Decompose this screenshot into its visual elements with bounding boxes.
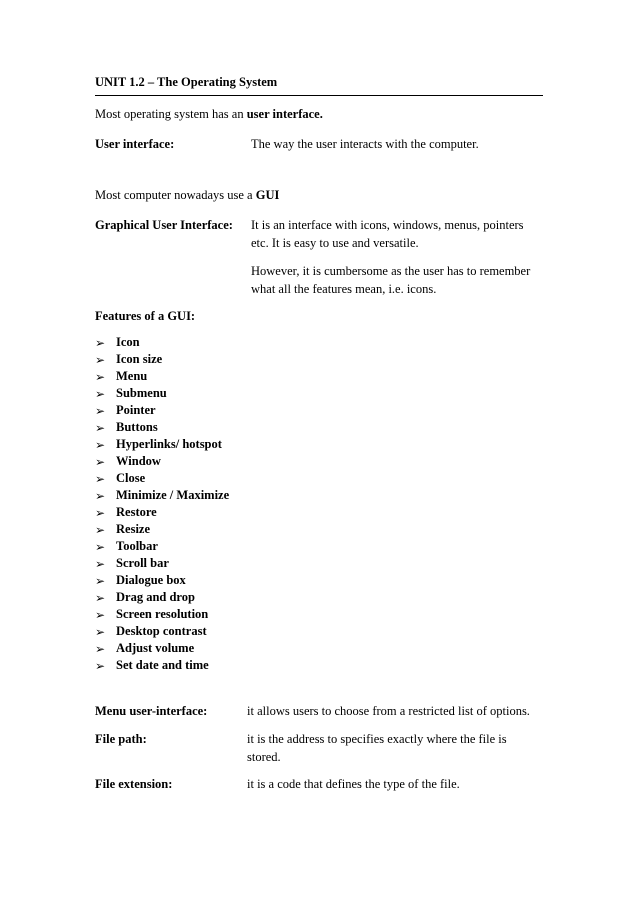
feature-label: Window: [116, 454, 161, 468]
arrowhead-bullet-icon: ➢: [95, 352, 106, 367]
feature-label: Adjust volume: [116, 641, 195, 655]
arrowhead-bullet-icon: ➢: [95, 573, 106, 588]
feature-label: Desktop contrast: [116, 624, 207, 638]
gui-intro-text: Most computer nowadays use a: [95, 188, 256, 202]
gui-intro-line: [95, 188, 279, 203]
arrowhead-bullet-icon: ➢: [95, 658, 106, 673]
feature-label: Restore: [116, 505, 157, 519]
intro-bold: user interface.: [246, 107, 323, 121]
file-extension-term: File extension:: [95, 777, 173, 791]
feature-label: Dialogue box: [116, 573, 186, 587]
arrowhead-bullet-icon: ➢: [95, 624, 106, 639]
arrowhead-bullet-icon: ➢: [95, 607, 106, 622]
feature-label: Pointer: [116, 403, 156, 417]
feature-list-item: [95, 419, 158, 436]
gui-definition-line-1: It is an interface with icons, windows, menus, pointers: [251, 218, 524, 232]
feature-list-item: [95, 606, 208, 623]
arrowhead-bullet-icon: ➢: [95, 420, 106, 435]
feature-label: Set date and time: [116, 658, 209, 672]
feature-label: Menu: [116, 369, 148, 383]
heading-rule: [95, 95, 543, 96]
feature-list-item: [95, 572, 186, 589]
feature-list-item: [95, 640, 194, 657]
page-title: UNIT 1.2 – The Operating System: [95, 75, 278, 89]
feature-list-item: [95, 657, 209, 674]
feature-list-item: [95, 351, 162, 368]
arrowhead-bullet-icon: ➢: [95, 641, 106, 656]
intro-text: Most operating system has an: [95, 107, 247, 121]
feature-label: Icon size: [116, 352, 163, 366]
feature-label: Buttons: [116, 420, 158, 434]
feature-list-item: [95, 470, 145, 487]
intro-line: [95, 107, 323, 122]
file-path-term: File path:: [95, 732, 147, 746]
gui-definition-line-3: However, it is cumbersome as the user has to remember: [251, 264, 531, 278]
feature-list-item: [95, 623, 207, 640]
feature-list-item: [95, 368, 147, 385]
arrowhead-bullet-icon: ➢: [95, 488, 106, 503]
feature-list-item: [95, 538, 158, 555]
feature-list-item: [95, 589, 195, 606]
feature-label: Icon: [116, 335, 140, 349]
arrowhead-bullet-icon: ➢: [95, 437, 106, 452]
feature-label: Minimize / Maximize: [116, 488, 230, 502]
arrowhead-bullet-icon: ➢: [95, 386, 106, 401]
feature-list-item: [95, 453, 161, 470]
feature-list-item: [95, 487, 229, 504]
menu-ui-definition: it allows users to choose from a restricted list of options.: [247, 704, 530, 718]
arrowhead-bullet-icon: ➢: [95, 335, 106, 350]
arrowhead-bullet-icon: ➢: [95, 505, 106, 520]
feature-list-item: [95, 521, 150, 538]
feature-list-item: [95, 555, 169, 572]
feature-list-item: [95, 402, 156, 419]
arrowhead-bullet-icon: ➢: [95, 403, 106, 418]
gui-definition-line-4: what all the features mean, i.e. icons.: [251, 282, 437, 296]
arrowhead-bullet-icon: ➢: [95, 556, 106, 571]
user-interface-definition: The way the user interacts with the computer.: [251, 137, 479, 151]
feature-label: Close: [116, 471, 146, 485]
arrowhead-bullet-icon: ➢: [95, 369, 106, 384]
menu-ui-term: Menu user-interface:: [95, 704, 208, 718]
arrowhead-bullet-icon: ➢: [95, 539, 106, 554]
feature-label: Submenu: [116, 386, 167, 400]
feature-list-item: [95, 504, 157, 521]
feature-label: Resize: [116, 522, 151, 536]
feature-list-item: [95, 385, 167, 402]
feature-list-item: [95, 334, 140, 351]
arrowhead-bullet-icon: ➢: [95, 454, 106, 469]
file-extension-definition: it is a code that defines the type of the file.: [247, 777, 460, 791]
features-heading: Features of a GUI:: [95, 309, 196, 323]
arrowhead-bullet-icon: ➢: [95, 590, 106, 605]
file-path-definition-line-2: stored.: [247, 750, 281, 764]
file-path-definition-line-1: it is the address to specifies exactly where the file is: [247, 732, 507, 746]
feature-label: Screen resolution: [116, 607, 209, 621]
gui-definition-line-2: etc. It is easy to use and versatile.: [251, 236, 419, 250]
feature-label: Hyperlinks/ hotspot: [116, 437, 222, 451]
gui-intro-bold: GUI: [255, 188, 280, 202]
gui-term: Graphical User Interface:: [95, 218, 233, 232]
user-interface-term: User interface:: [95, 137, 175, 151]
feature-label: Drag and drop: [116, 590, 195, 604]
arrowhead-bullet-icon: ➢: [95, 522, 106, 537]
feature-label: Scroll bar: [116, 556, 169, 570]
feature-label: Toolbar: [116, 539, 158, 553]
feature-list-item: [95, 436, 222, 453]
arrowhead-bullet-icon: ➢: [95, 471, 106, 486]
